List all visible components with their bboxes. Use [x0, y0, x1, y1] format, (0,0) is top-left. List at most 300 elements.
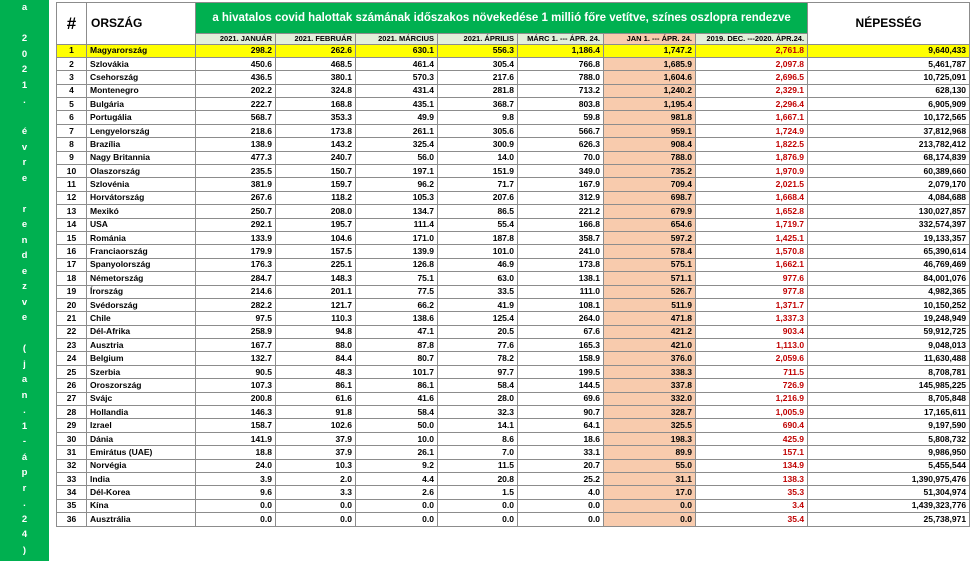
apr-cell[interactable]: 8.6 [438, 432, 518, 445]
feb-cell[interactable]: 324.8 [276, 84, 356, 97]
mar-apr-cell[interactable]: 158.9 [518, 352, 604, 365]
mar-cell[interactable]: 431.4 [356, 84, 438, 97]
country-cell[interactable]: Svájc [87, 392, 196, 405]
table-title[interactable]: a hivatalos covid halottak számának időszakos növekedése 1 millió főre vetítve, színes oszlopra rendezve [196, 3, 808, 34]
mar-apr-cell[interactable]: 20.7 [518, 459, 604, 472]
jan-cell[interactable]: 568.7 [196, 111, 276, 124]
country-cell[interactable]: Chile [87, 312, 196, 325]
feb-cell[interactable]: 159.7 [276, 178, 356, 191]
population-cell[interactable]: 19,133,357 [808, 231, 970, 244]
population-cell[interactable]: 213,782,412 [808, 138, 970, 151]
feb-cell[interactable]: 225.1 [276, 258, 356, 271]
rank-cell[interactable]: 36 [57, 513, 87, 526]
apr-cell[interactable]: 28.0 [438, 392, 518, 405]
population-cell[interactable]: 65,390,614 [808, 245, 970, 258]
population-cell[interactable]: 60,389,660 [808, 165, 970, 178]
total-cell[interactable]: 1,876.9 [696, 151, 808, 164]
mar-apr-cell[interactable]: 33.1 [518, 446, 604, 459]
mar-apr-cell[interactable]: 713.2 [518, 84, 604, 97]
total-cell[interactable]: 1,822.5 [696, 138, 808, 151]
jan-apr-cell[interactable]: 578.4 [604, 245, 696, 258]
population-cell[interactable]: 19,248,949 [808, 312, 970, 325]
apr-cell[interactable]: 32.3 [438, 406, 518, 419]
column-header-jan[interactable]: 2021. JANUÁR [196, 34, 276, 45]
apr-cell[interactable]: 33.5 [438, 285, 518, 298]
total-cell[interactable]: 1,667.1 [696, 111, 808, 124]
total-cell[interactable]: 1,662.1 [696, 258, 808, 271]
mar-cell[interactable]: 570.3 [356, 71, 438, 84]
apr-cell[interactable]: 1.5 [438, 486, 518, 499]
country-cell[interactable]: Belgium [87, 352, 196, 365]
mar-apr-cell[interactable]: 138.1 [518, 272, 604, 285]
feb-cell[interactable]: 86.1 [276, 379, 356, 392]
rank-cell[interactable]: 23 [57, 339, 87, 352]
total-cell[interactable]: 2,296.4 [696, 98, 808, 111]
jan-apr-cell[interactable]: 981.8 [604, 111, 696, 124]
population-cell[interactable]: 8,708,781 [808, 365, 970, 378]
population-cell[interactable]: 5,808,732 [808, 432, 970, 445]
feb-cell[interactable]: 37.9 [276, 446, 356, 459]
country-cell[interactable]: Portugália [87, 111, 196, 124]
country-cell[interactable]: Dél-Afrika [87, 325, 196, 338]
apr-cell[interactable]: 9.8 [438, 111, 518, 124]
country-cell[interactable]: Bulgária [87, 98, 196, 111]
jan-cell[interactable]: 132.7 [196, 352, 276, 365]
mar-apr-cell[interactable]: 312.9 [518, 191, 604, 204]
jan-apr-cell[interactable]: 376.0 [604, 352, 696, 365]
country-cell[interactable]: Kína [87, 499, 196, 512]
jan-cell[interactable]: 0.0 [196, 513, 276, 526]
rank-cell[interactable]: 28 [57, 406, 87, 419]
population-cell[interactable]: 628,130 [808, 84, 970, 97]
rank-cell[interactable]: 14 [57, 218, 87, 231]
apr-cell[interactable]: 187.8 [438, 231, 518, 244]
mar-cell[interactable]: 138.6 [356, 312, 438, 325]
jan-cell[interactable]: 176.3 [196, 258, 276, 271]
population-cell[interactable]: 1,439,323,776 [808, 499, 970, 512]
country-cell[interactable]: Oroszország [87, 379, 196, 392]
mar-cell[interactable]: 96.2 [356, 178, 438, 191]
country-cell[interactable]: Írország [87, 285, 196, 298]
jan-apr-cell[interactable]: 421.2 [604, 325, 696, 338]
mar-cell[interactable]: 261.1 [356, 124, 438, 137]
feb-cell[interactable]: 201.1 [276, 285, 356, 298]
mar-cell[interactable]: 461.4 [356, 57, 438, 70]
mar-apr-cell[interactable]: 18.6 [518, 432, 604, 445]
mar-cell[interactable]: 58.4 [356, 406, 438, 419]
mar-apr-cell[interactable]: 111.0 [518, 285, 604, 298]
mar-apr-cell[interactable]: 0.0 [518, 513, 604, 526]
mar-apr-cell[interactable]: 165.3 [518, 339, 604, 352]
jan-apr-cell[interactable]: 1,240.2 [604, 84, 696, 97]
jan-cell[interactable]: 146.3 [196, 406, 276, 419]
column-header-total[interactable]: 2019. DEC. ---2020. ÁPR.24. [696, 34, 808, 45]
jan-apr-cell[interactable]: 575.1 [604, 258, 696, 271]
apr-cell[interactable]: 14.1 [438, 419, 518, 432]
mar-cell[interactable]: 9.2 [356, 459, 438, 472]
column-header-feb[interactable]: 2021. FEBRUÁR [276, 34, 356, 45]
apr-cell[interactable]: 63.0 [438, 272, 518, 285]
feb-cell[interactable]: 48.3 [276, 365, 356, 378]
apr-cell[interactable]: 20.8 [438, 473, 518, 486]
total-cell[interactable]: 1,425.1 [696, 231, 808, 244]
rank-cell[interactable]: 10 [57, 165, 87, 178]
mar-cell[interactable]: 111.4 [356, 218, 438, 231]
jan-cell[interactable]: 284.7 [196, 272, 276, 285]
jan-cell[interactable]: 24.0 [196, 459, 276, 472]
country-cell[interactable]: Franciaország [87, 245, 196, 258]
country-cell[interactable]: Németország [87, 272, 196, 285]
jan-apr-cell[interactable]: 325.5 [604, 419, 696, 432]
jan-apr-cell[interactable]: 788.0 [604, 151, 696, 164]
total-cell[interactable]: 1,005.9 [696, 406, 808, 419]
total-cell[interactable]: 2,097.8 [696, 57, 808, 70]
total-cell[interactable]: 157.1 [696, 446, 808, 459]
rank-cell[interactable]: 27 [57, 392, 87, 405]
rank-cell[interactable]: 6 [57, 111, 87, 124]
country-cell[interactable]: Spanyolország [87, 258, 196, 271]
mar-cell[interactable]: 86.1 [356, 379, 438, 392]
population-cell[interactable]: 5,461,787 [808, 57, 970, 70]
total-cell[interactable]: 1,337.3 [696, 312, 808, 325]
total-cell[interactable]: 903.4 [696, 325, 808, 338]
country-cell[interactable]: Mexikó [87, 205, 196, 218]
country-cell[interactable]: Csehország [87, 71, 196, 84]
mar-cell[interactable]: 87.8 [356, 339, 438, 352]
total-cell[interactable]: 711.5 [696, 365, 808, 378]
apr-cell[interactable]: 125.4 [438, 312, 518, 325]
jan-cell[interactable]: 0.0 [196, 499, 276, 512]
mar-cell[interactable]: 171.0 [356, 231, 438, 244]
mar-apr-cell[interactable]: 70.0 [518, 151, 604, 164]
jan-apr-cell[interactable]: 908.4 [604, 138, 696, 151]
mar-apr-cell[interactable]: 566.7 [518, 124, 604, 137]
total-cell[interactable]: 2,059.6 [696, 352, 808, 365]
jan-cell[interactable]: 158.7 [196, 419, 276, 432]
country-cell[interactable]: Lengyelország [87, 124, 196, 137]
apr-cell[interactable]: 14.0 [438, 151, 518, 164]
country-cell[interactable]: Dánia [87, 432, 196, 445]
mar-apr-cell[interactable]: 1,186.4 [518, 44, 604, 57]
total-cell[interactable]: 2,761.8 [696, 44, 808, 57]
apr-cell[interactable]: 300.9 [438, 138, 518, 151]
rank-cell[interactable]: 19 [57, 285, 87, 298]
jan-apr-cell[interactable]: 17.0 [604, 486, 696, 499]
apr-cell[interactable]: 20.5 [438, 325, 518, 338]
population-cell[interactable]: 8,705,848 [808, 392, 970, 405]
feb-cell[interactable]: 10.3 [276, 459, 356, 472]
jan-cell[interactable]: 107.3 [196, 379, 276, 392]
mar-apr-cell[interactable]: 241.0 [518, 245, 604, 258]
jan-cell[interactable]: 97.5 [196, 312, 276, 325]
mar-cell[interactable]: 105.3 [356, 191, 438, 204]
apr-cell[interactable]: 0.0 [438, 513, 518, 526]
jan-cell[interactable]: 202.2 [196, 84, 276, 97]
jan-apr-cell[interactable]: 328.7 [604, 406, 696, 419]
population-cell[interactable]: 6,905,909 [808, 98, 970, 111]
total-cell[interactable]: 726.9 [696, 379, 808, 392]
rank-cell[interactable]: 34 [57, 486, 87, 499]
apr-cell[interactable]: 305.4 [438, 57, 518, 70]
feb-cell[interactable]: 208.0 [276, 205, 356, 218]
rank-header[interactable]: # [57, 3, 87, 45]
total-cell[interactable]: 1,113.0 [696, 339, 808, 352]
mar-apr-cell[interactable]: 358.7 [518, 231, 604, 244]
rank-cell[interactable]: 17 [57, 258, 87, 271]
apr-cell[interactable]: 207.6 [438, 191, 518, 204]
jan-cell[interactable]: 179.9 [196, 245, 276, 258]
jan-cell[interactable]: 381.9 [196, 178, 276, 191]
apr-cell[interactable]: 281.8 [438, 84, 518, 97]
apr-cell[interactable]: 151.9 [438, 165, 518, 178]
rank-cell[interactable]: 5 [57, 98, 87, 111]
population-header[interactable]: NÉPESSÉG [808, 3, 970, 45]
population-cell[interactable]: 51,304,974 [808, 486, 970, 499]
mar-apr-cell[interactable]: 108.1 [518, 298, 604, 311]
apr-cell[interactable]: 305.6 [438, 124, 518, 137]
jan-apr-cell[interactable]: 698.7 [604, 191, 696, 204]
total-cell[interactable]: 425.9 [696, 432, 808, 445]
feb-cell[interactable]: 102.6 [276, 419, 356, 432]
country-cell[interactable]: Ausztria [87, 339, 196, 352]
jan-cell[interactable]: 267.6 [196, 191, 276, 204]
population-cell[interactable]: 46,769,469 [808, 258, 970, 271]
feb-cell[interactable]: 195.7 [276, 218, 356, 231]
rank-cell[interactable]: 15 [57, 231, 87, 244]
apr-cell[interactable]: 86.5 [438, 205, 518, 218]
mar-cell[interactable]: 435.1 [356, 98, 438, 111]
rank-cell[interactable]: 31 [57, 446, 87, 459]
country-cell[interactable]: Szlovénia [87, 178, 196, 191]
jan-cell[interactable]: 200.8 [196, 392, 276, 405]
mar-cell[interactable]: 47.1 [356, 325, 438, 338]
jan-cell[interactable]: 218.6 [196, 124, 276, 137]
mar-apr-cell[interactable]: 69.6 [518, 392, 604, 405]
jan-apr-cell[interactable]: 571.1 [604, 272, 696, 285]
jan-apr-cell[interactable]: 735.2 [604, 165, 696, 178]
mar-cell[interactable]: 80.7 [356, 352, 438, 365]
feb-cell[interactable]: 0.0 [276, 513, 356, 526]
mar-cell[interactable]: 75.1 [356, 272, 438, 285]
rank-cell[interactable]: 8 [57, 138, 87, 151]
apr-cell[interactable]: 368.7 [438, 98, 518, 111]
feb-cell[interactable]: 110.3 [276, 312, 356, 325]
population-cell[interactable]: 10,150,252 [808, 298, 970, 311]
total-cell[interactable]: 3.4 [696, 499, 808, 512]
country-cell[interactable]: Dél-Korea [87, 486, 196, 499]
jan-apr-cell[interactable]: 471.8 [604, 312, 696, 325]
jan-cell[interactable]: 90.5 [196, 365, 276, 378]
rank-cell[interactable]: 24 [57, 352, 87, 365]
mar-cell[interactable]: 0.0 [356, 513, 438, 526]
feb-cell[interactable]: 94.8 [276, 325, 356, 338]
jan-apr-cell[interactable]: 709.4 [604, 178, 696, 191]
population-cell[interactable]: 9,640,433 [808, 44, 970, 57]
column-header-mar-apr[interactable]: MÁRC 1. --- ÁPR. 24. [518, 34, 604, 45]
population-cell[interactable]: 10,172,565 [808, 111, 970, 124]
rank-cell[interactable]: 16 [57, 245, 87, 258]
apr-cell[interactable]: 77.6 [438, 339, 518, 352]
mar-apr-cell[interactable]: 59.8 [518, 111, 604, 124]
total-cell[interactable]: 1,652.8 [696, 205, 808, 218]
apr-cell[interactable]: 556.3 [438, 44, 518, 57]
population-cell[interactable]: 1,390,975,476 [808, 473, 970, 486]
apr-cell[interactable]: 11.5 [438, 459, 518, 472]
total-cell[interactable]: 690.4 [696, 419, 808, 432]
population-cell[interactable]: 130,027,857 [808, 205, 970, 218]
jan-cell[interactable]: 3.9 [196, 473, 276, 486]
country-cell[interactable]: Ausztrália [87, 513, 196, 526]
total-cell[interactable]: 1,970.9 [696, 165, 808, 178]
rank-cell[interactable]: 3 [57, 71, 87, 84]
population-cell[interactable]: 2,079,170 [808, 178, 970, 191]
population-cell[interactable]: 84,001,076 [808, 272, 970, 285]
feb-cell[interactable]: 150.7 [276, 165, 356, 178]
apr-cell[interactable]: 78.2 [438, 352, 518, 365]
column-header-apr[interactable]: 2021. ÁPRILIS [438, 34, 518, 45]
mar-apr-cell[interactable]: 803.8 [518, 98, 604, 111]
mar-cell[interactable]: 126.8 [356, 258, 438, 271]
jan-apr-cell[interactable]: 1,685.9 [604, 57, 696, 70]
country-cell[interactable]: India [87, 473, 196, 486]
jan-apr-cell[interactable]: 511.9 [604, 298, 696, 311]
jan-cell[interactable]: 214.6 [196, 285, 276, 298]
population-cell[interactable]: 5,455,544 [808, 459, 970, 472]
mar-apr-cell[interactable]: 199.5 [518, 365, 604, 378]
jan-apr-cell[interactable]: 198.3 [604, 432, 696, 445]
jan-apr-cell[interactable]: 959.1 [604, 124, 696, 137]
mar-apr-cell[interactable]: 90.7 [518, 406, 604, 419]
mar-apr-cell[interactable]: 25.2 [518, 473, 604, 486]
mar-cell[interactable]: 2.6 [356, 486, 438, 499]
mar-apr-cell[interactable]: 349.0 [518, 165, 604, 178]
jan-apr-cell[interactable]: 31.1 [604, 473, 696, 486]
mar-apr-cell[interactable]: 173.8 [518, 258, 604, 271]
rank-cell[interactable]: 4 [57, 84, 87, 97]
total-cell[interactable]: 1,668.4 [696, 191, 808, 204]
rank-cell[interactable]: 11 [57, 178, 87, 191]
apr-cell[interactable]: 46.9 [438, 258, 518, 271]
country-cell[interactable]: Szlovákia [87, 57, 196, 70]
country-cell[interactable]: Hollandia [87, 406, 196, 419]
jan-apr-cell[interactable]: 1,747.2 [604, 44, 696, 57]
total-cell[interactable]: 35.4 [696, 513, 808, 526]
jan-apr-cell[interactable]: 338.3 [604, 365, 696, 378]
apr-cell[interactable]: 41.9 [438, 298, 518, 311]
total-cell[interactable]: 1,216.9 [696, 392, 808, 405]
rank-cell[interactable]: 21 [57, 312, 87, 325]
apr-cell[interactable]: 97.7 [438, 365, 518, 378]
total-cell[interactable]: 1,570.8 [696, 245, 808, 258]
country-cell[interactable]: Magyarország [87, 44, 196, 57]
mar-cell[interactable]: 56.0 [356, 151, 438, 164]
rank-cell[interactable]: 22 [57, 325, 87, 338]
population-cell[interactable]: 4,084,688 [808, 191, 970, 204]
mar-cell[interactable]: 4.4 [356, 473, 438, 486]
apr-cell[interactable]: 58.4 [438, 379, 518, 392]
population-cell[interactable]: 68,174,839 [808, 151, 970, 164]
country-cell[interactable]: Olaszország [87, 165, 196, 178]
population-cell[interactable]: 9,197,590 [808, 419, 970, 432]
jan-apr-cell[interactable]: 332.0 [604, 392, 696, 405]
rank-cell[interactable]: 12 [57, 191, 87, 204]
mar-apr-cell[interactable]: 64.1 [518, 419, 604, 432]
total-cell[interactable]: 2,696.5 [696, 71, 808, 84]
feb-cell[interactable]: 353.3 [276, 111, 356, 124]
mar-apr-cell[interactable]: 626.3 [518, 138, 604, 151]
country-header[interactable]: ORSZÁG [87, 3, 196, 45]
population-cell[interactable]: 10,725,091 [808, 71, 970, 84]
jan-apr-cell[interactable]: 526.7 [604, 285, 696, 298]
mar-apr-cell[interactable]: 166.8 [518, 218, 604, 231]
jan-cell[interactable]: 450.6 [196, 57, 276, 70]
jan-cell[interactable]: 167.7 [196, 339, 276, 352]
jan-apr-cell[interactable]: 55.0 [604, 459, 696, 472]
feb-cell[interactable]: 118.2 [276, 191, 356, 204]
mar-cell[interactable]: 134.7 [356, 205, 438, 218]
country-cell[interactable]: Nagy Britannia [87, 151, 196, 164]
jan-cell[interactable]: 235.5 [196, 165, 276, 178]
population-cell[interactable]: 59,912,725 [808, 325, 970, 338]
jan-apr-cell[interactable]: 421.0 [604, 339, 696, 352]
jan-apr-cell[interactable]: 654.6 [604, 218, 696, 231]
population-cell[interactable]: 17,165,611 [808, 406, 970, 419]
rank-cell[interactable]: 25 [57, 365, 87, 378]
jan-apr-cell[interactable]: 0.0 [604, 499, 696, 512]
feb-cell[interactable]: 2.0 [276, 473, 356, 486]
total-cell[interactable]: 35.3 [696, 486, 808, 499]
jan-cell[interactable]: 258.9 [196, 325, 276, 338]
mar-apr-cell[interactable]: 788.0 [518, 71, 604, 84]
jan-cell[interactable]: 138.9 [196, 138, 276, 151]
jan-cell[interactable]: 282.2 [196, 298, 276, 311]
jan-cell[interactable]: 292.1 [196, 218, 276, 231]
rank-cell[interactable]: 26 [57, 379, 87, 392]
mar-cell[interactable]: 101.7 [356, 365, 438, 378]
mar-apr-cell[interactable]: 167.9 [518, 178, 604, 191]
population-cell[interactable]: 9,048,013 [808, 339, 970, 352]
feb-cell[interactable]: 380.1 [276, 71, 356, 84]
mar-apr-cell[interactable]: 4.0 [518, 486, 604, 499]
mar-cell[interactable]: 10.0 [356, 432, 438, 445]
total-cell[interactable]: 134.9 [696, 459, 808, 472]
rank-cell[interactable]: 20 [57, 298, 87, 311]
feb-cell[interactable]: 143.2 [276, 138, 356, 151]
feb-cell[interactable]: 61.6 [276, 392, 356, 405]
apr-cell[interactable]: 7.0 [438, 446, 518, 459]
population-cell[interactable]: 11,630,488 [808, 352, 970, 365]
feb-cell[interactable]: 91.8 [276, 406, 356, 419]
total-cell[interactable]: 1,371.7 [696, 298, 808, 311]
feb-cell[interactable]: 468.5 [276, 57, 356, 70]
population-cell[interactable]: 4,982,365 [808, 285, 970, 298]
total-cell[interactable]: 1,724.9 [696, 124, 808, 137]
mar-apr-cell[interactable]: 144.5 [518, 379, 604, 392]
total-cell[interactable]: 2,021.5 [696, 178, 808, 191]
jan-apr-cell[interactable]: 1,604.6 [604, 71, 696, 84]
country-cell[interactable]: Montenegro [87, 84, 196, 97]
country-cell[interactable]: Románia [87, 231, 196, 244]
jan-cell[interactable]: 477.3 [196, 151, 276, 164]
mar-apr-cell[interactable]: 766.8 [518, 57, 604, 70]
feb-cell[interactable]: 148.3 [276, 272, 356, 285]
mar-cell[interactable]: 50.0 [356, 419, 438, 432]
feb-cell[interactable]: 121.7 [276, 298, 356, 311]
country-cell[interactable]: Brazília [87, 138, 196, 151]
country-cell[interactable]: USA [87, 218, 196, 231]
country-cell[interactable]: Emirátus (UAE) [87, 446, 196, 459]
jan-cell[interactable]: 436.5 [196, 71, 276, 84]
